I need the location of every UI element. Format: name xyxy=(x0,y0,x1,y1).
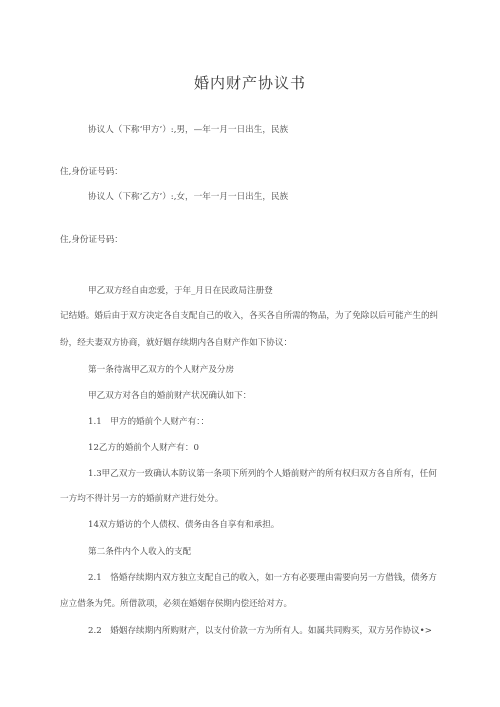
section-heading: 第一条待嵩甲乙双方的个人财产及分房 xyxy=(88,365,235,375)
clause-line: 14双方婚访的个人债权、债务由各自享有和承担。 xyxy=(88,520,280,530)
clause-line: 1.3甲乙双方一致确认本防议第一条项下所列的个人婚前财产的所有权归双方各自所有，任何 xyxy=(88,469,437,479)
clause-line: 一方均不得计另一方的婚前财产进行处分。 xyxy=(60,494,224,504)
party-b-id-line: 住,身份证号码： xyxy=(60,235,123,245)
clause-line: 2.1 恪婚存续期内双方独立支配自己的收入，如一方有必要理由需要向另一方借钱，债务方 xyxy=(88,573,437,583)
paragraph-line: 甲乙双方经自由恋爱，于年_月日在民政局注册登 xyxy=(88,286,273,296)
document-title: 婚内财产协议书 xyxy=(193,74,306,92)
clause-line: 2.2 婚姻存续期内所购财产，以支付价款一方为所有人。如属共同购买，双方另作协议•> xyxy=(88,626,432,636)
clause-line: 应立借条为凭。所借款项，必须在婚姻存侯期内偿还给对方。 xyxy=(60,599,293,609)
paragraph-line: 纷，经夫妻双方协商，就好姻存续期内各自财产作如下协议： xyxy=(60,338,293,348)
paragraph-line: 甲乙双方对各自的婚前财产状况确认如下： xyxy=(88,391,252,401)
paragraph-line: 记结婚。婚后由于双方决定各自支配自己的收入，各买各自所需的物品，为了免除以后可能产生的纠 xyxy=(60,311,439,321)
clause-line: 1.1 甲方的婚前个人财产有：： xyxy=(88,417,210,427)
clause-line: 12乙方的婚前个人财产有：0 xyxy=(88,443,199,453)
party-a-id-line: 住,身份证号码： xyxy=(60,167,123,177)
party-a-line: 协议人（下称‘甲方’）:,男，—年一月一日出生，民族 xyxy=(88,125,289,135)
party-b-line: 协议人（下称‘乙方’）:,女，一年一月一日出生，民族 xyxy=(88,192,289,202)
section-heading: 第二条件内个人收入的支配 xyxy=(88,547,192,557)
